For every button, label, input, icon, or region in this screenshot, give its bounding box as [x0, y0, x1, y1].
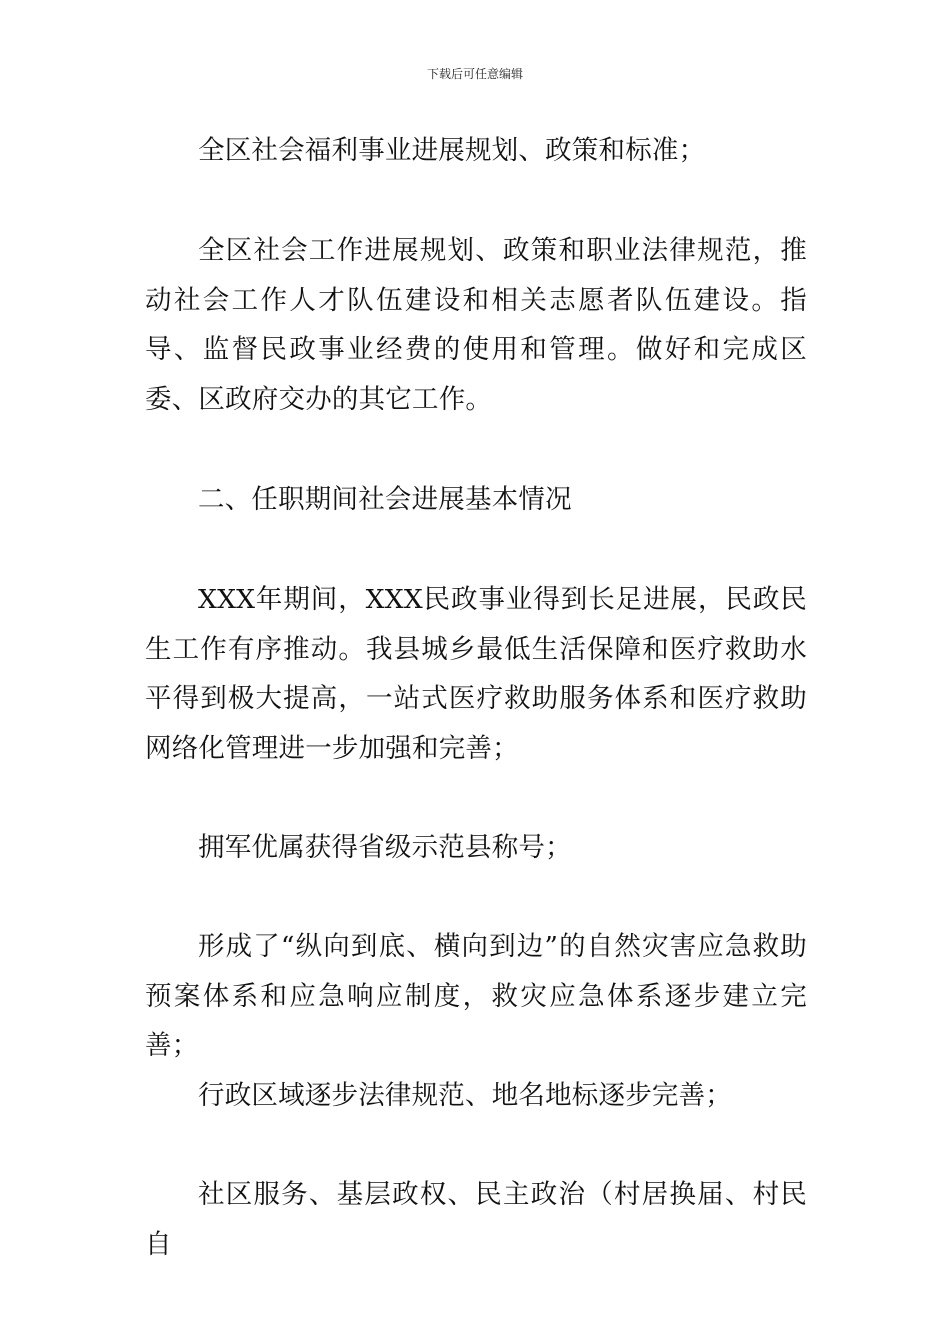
- paragraph-social-work: 全区社会工作进展规划、政策和职业法律规范，推动社会工作人才队伍建设和相关志愿者队伍建设。指导、监督民政事业经费的使用和管理。做好和完成区委、区政府交办的其它工作。: [145, 235, 807, 415]
- paragraph-community-services: 社区服务、基层政权、民主政治（村居换届、村民自: [145, 1179, 807, 1260]
- section-heading-development: 二、任职期间社会进展基本情况: [198, 484, 572, 515]
- header-note: 下载后可任意编辑: [426, 67, 523, 81]
- paragraph-civil-affairs-progress: XXX年期间，XXX民政事业得到长足进展，民政民生工作有序推动。我县城乡最低生活保障和医疗救助水平得到极大提高，一站式医疗救助服务体系和医疗救助网络化管理进一步加强和完善；: [145, 584, 807, 764]
- paragraph-administrative-regions: 行政区域逐步法律规范、地名地标逐步完善；: [198, 1080, 732, 1111]
- paragraph-welfare-planning: 全区社会福利事业进展规划、政策和标准；: [198, 135, 706, 166]
- paragraph-military-support: 拥军优属获得省级示范县称号；: [198, 832, 572, 863]
- paragraph-disaster-relief: 形成了“纵向到底、横向到边”的自然灾害应急救助预案体系和应急响应制度，救灾应急体系逐步建立完善；: [145, 931, 807, 1061]
